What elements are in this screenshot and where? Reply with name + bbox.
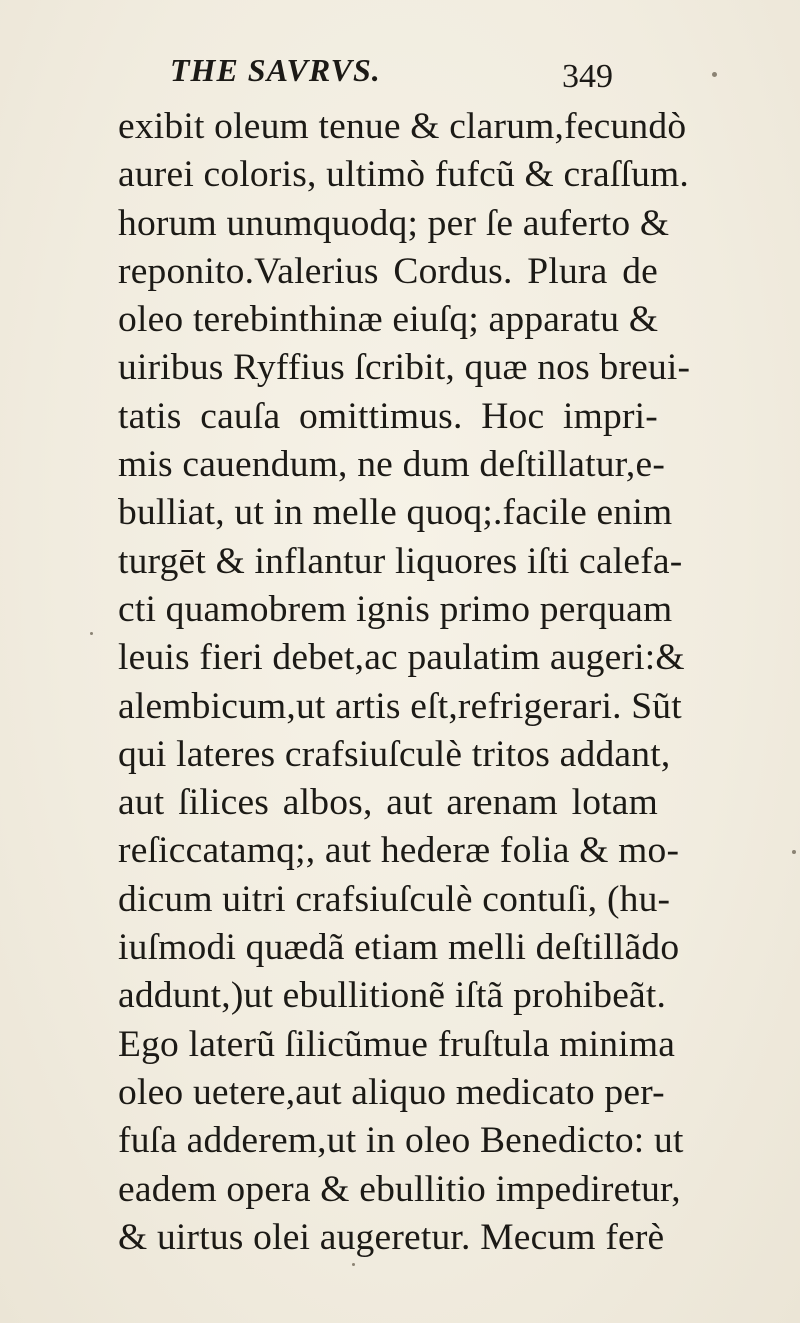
text-line: eadem opera & ebullitio impediretur, <box>118 1168 681 1210</box>
text-line: uiribus Ryffius ſcribit, quæ nos breui- <box>118 347 691 389</box>
text-line: mis cauendum, ne dum deſtillatur,e- <box>118 444 666 486</box>
text-line: oleo uetere,aut aliquo medicato per- <box>118 1071 665 1113</box>
paper-speck <box>90 632 93 635</box>
text-line: aurei coloris, ultimò fufcũ & craſſum. <box>118 154 689 196</box>
text-line: bulliat, ut in melle quoq;.facile enim <box>118 492 673 534</box>
text-line: alembicum,ut artis eſt,refrigerari. Sũt <box>118 685 682 727</box>
text-line: addunt,)ut ebullitionẽ iſtã prohibeãt. <box>118 975 667 1017</box>
text-line: Ego laterũ ſilicũmue fruſtula minima <box>118 1023 676 1065</box>
paper-speck <box>712 72 717 77</box>
text-line: aut ſilices albos, aut arenam lotam <box>118 782 658 824</box>
text-line: reponito.Valerius Cordus. Plura de <box>118 250 658 292</box>
paper-speck <box>792 850 796 854</box>
text-line: cti quamobrem ignis primo perquam <box>118 588 673 630</box>
text-line: iuſmodi quædã etiam melli deſtillãdo <box>118 927 680 969</box>
text-line: exibit oleum tenue & clarum,fecundò <box>118 106 687 147</box>
text-line: horum unumquodq; per ſe auferto & <box>118 202 670 244</box>
text-line: fuſa adderem,ut in oleo Benedicto: ut <box>118 1120 684 1162</box>
text-line: turgēt & inflantur liquores iſti calefa- <box>118 540 683 582</box>
text-line: dicum uitri crafsiuſculè contuſi, (hu- <box>118 878 671 920</box>
text-line: tatis cauſa omittimus. Hoc impri- <box>118 395 658 437</box>
text-line: qui lateres crafsiuſculè tritos addant, <box>118 733 671 775</box>
page-number: 349 <box>562 58 613 95</box>
body-text <box>118 103 691 1262</box>
text-line: reſiccatamq;, aut hederæ folia & mo- <box>118 830 680 872</box>
running-title: THE SAVRVS. <box>170 52 381 88</box>
text-line: & uirtus olei augeretur. Mecum ferè <box>118 1216 665 1258</box>
text-line: leuis fieri debet,ac paulatim augeri:& <box>118 637 685 679</box>
running-head <box>170 52 640 96</box>
text-line: oleo terebinthinæ eiuſq; apparatu & <box>118 299 659 341</box>
paper-speck <box>352 1263 355 1266</box>
